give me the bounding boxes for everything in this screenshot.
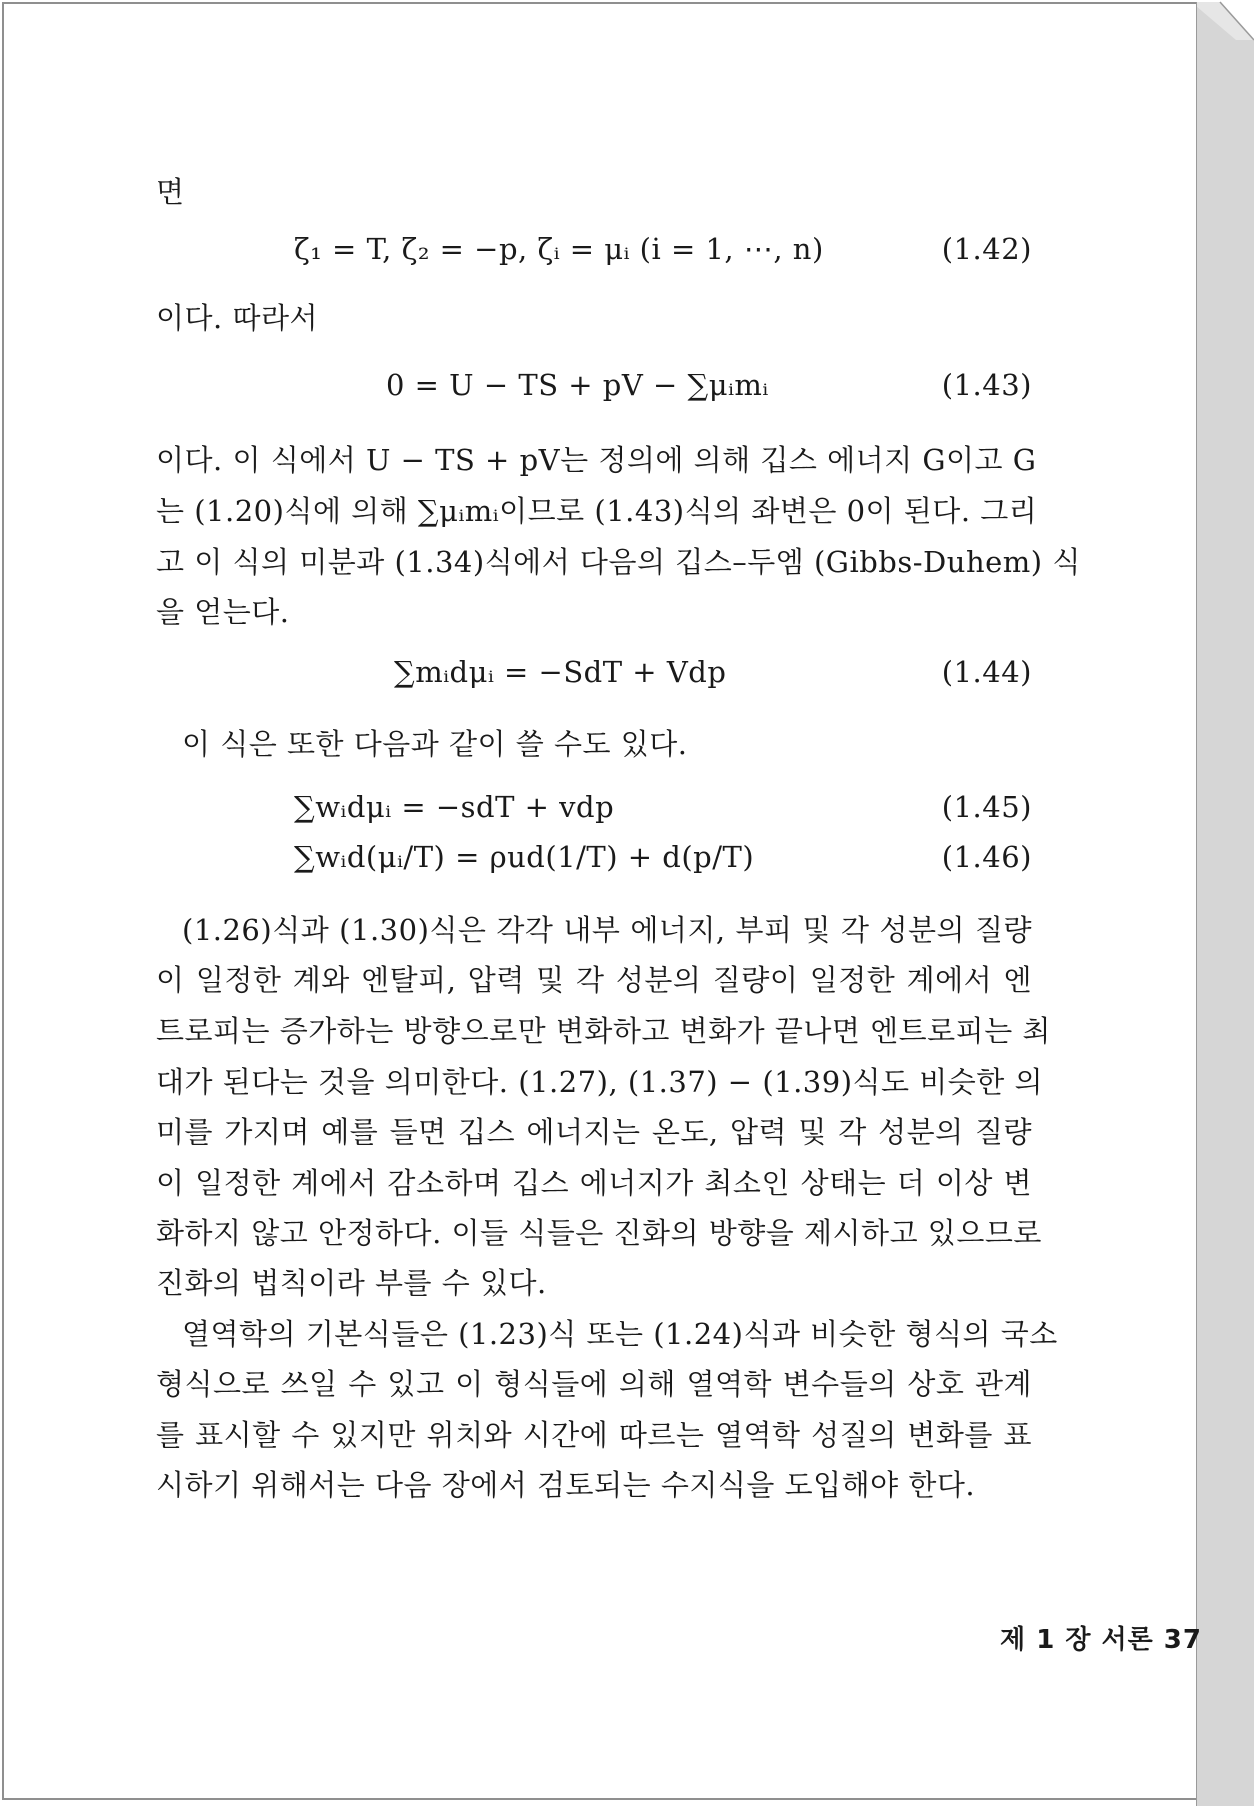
equation-1-43: 0 = U − TS + pV − ∑μᵢmᵢ: [386, 368, 769, 402]
page-frame: [2, 2, 1200, 1800]
paragraph-2-line: (1.26)식과 (1.30)식은 각각 내부 에너지, 부피 및 각 성분의 질량: [182, 913, 1032, 947]
paragraph-1-line: 는 (1.20)식에 의해 ∑μᵢmᵢ이므로 (1.43)식의 좌변은 0이 된다. 그리: [156, 494, 1038, 528]
equation-1-44: ∑mᵢdμᵢ = −SdT + Vdp: [394, 655, 727, 689]
page-footer: 제 1 장 서론 37: [1000, 1625, 1202, 1655]
paragraph-3-line: 형식으로 쓰일 수 있고 이 형식들에 의해 열역학 변수들의 상호 관계: [156, 1367, 1032, 1401]
equation-1-46: ∑wᵢd(μᵢ/T) = ρud(1/T) + d(p/T): [294, 840, 755, 874]
text-before-1-45: 이 식은 또한 다음과 같이 쓸 수도 있다.: [182, 727, 688, 761]
text-after-1-42: 이다. 따라서: [156, 301, 319, 335]
paragraph-3-line: 열역학의 기본식들은 (1.23)식 또는 (1.24)식과 비슷한 형식의 국소: [182, 1317, 1058, 1351]
paragraph-2-line: 미를 가지며 예를 들면 깁스 에너지는 온도, 압력 및 각 성분의 질량: [156, 1115, 1032, 1149]
paragraph-2-line: 이 일정한 계에서 감소하며 깁스 에너지가 최소인 상태는 더 이상 변: [156, 1166, 1032, 1200]
equation-number-1-46: (1.46): [941, 840, 1032, 874]
page-edge-stack: [1196, 0, 1254, 1806]
equation-number-1-42: (1.42): [941, 232, 1032, 266]
intro-word: 면: [156, 175, 185, 209]
paragraph-1-line: 이다. 이 식에서 U − TS + pV는 정의에 의해 깁스 에너지 G이고 G: [156, 443, 1037, 477]
equation-1-42: ζ₁ = T, ζ₂ = −p, ζᵢ = μᵢ (i = 1, ⋯, n): [294, 232, 824, 266]
paragraph-2-line: 이 일정한 계와 엔탈피, 압력 및 각 성분의 질량이 일정한 계에서 엔: [156, 963, 1032, 997]
paragraph-2-line: 대가 된다는 것을 의미한다. (1.27), (1.37) − (1.39)식도 비슷한 의: [156, 1065, 1044, 1099]
paragraph-1-line: 고 이 식의 미분과 (1.34)식에서 다음의 깁스–두엠 (Gibbs-Duhem) 식: [156, 545, 1081, 579]
equation-number-1-44: (1.44): [941, 655, 1032, 689]
paragraph-1-line: 을 얻는다.: [156, 595, 290, 629]
paragraph-3-line: 시하기 위해서는 다음 장에서 검토되는 수지식을 도입해야 한다.: [156, 1468, 976, 1502]
equation-number-1-43: (1.43): [941, 368, 1032, 402]
paragraph-2-line: 트로피는 증가하는 방향으로만 변화하고 변화가 끝나면 엔트로피는 최: [156, 1014, 1051, 1048]
paragraph-3-line: 를 표시할 수 있지만 위치와 시간에 따르는 열역학 성질의 변화를 표: [156, 1418, 1032, 1452]
paragraph-2-line: 진화의 법칙이라 부를 수 있다.: [156, 1266, 547, 1300]
paragraph-2-line: 화하지 않고 안정하다. 이들 식들은 진화의 방향을 제시하고 있으므로: [156, 1216, 1042, 1250]
equation-number-1-45: (1.45): [941, 790, 1032, 824]
equation-1-45: ∑wᵢdμᵢ = −sdT + vdp: [294, 790, 615, 824]
